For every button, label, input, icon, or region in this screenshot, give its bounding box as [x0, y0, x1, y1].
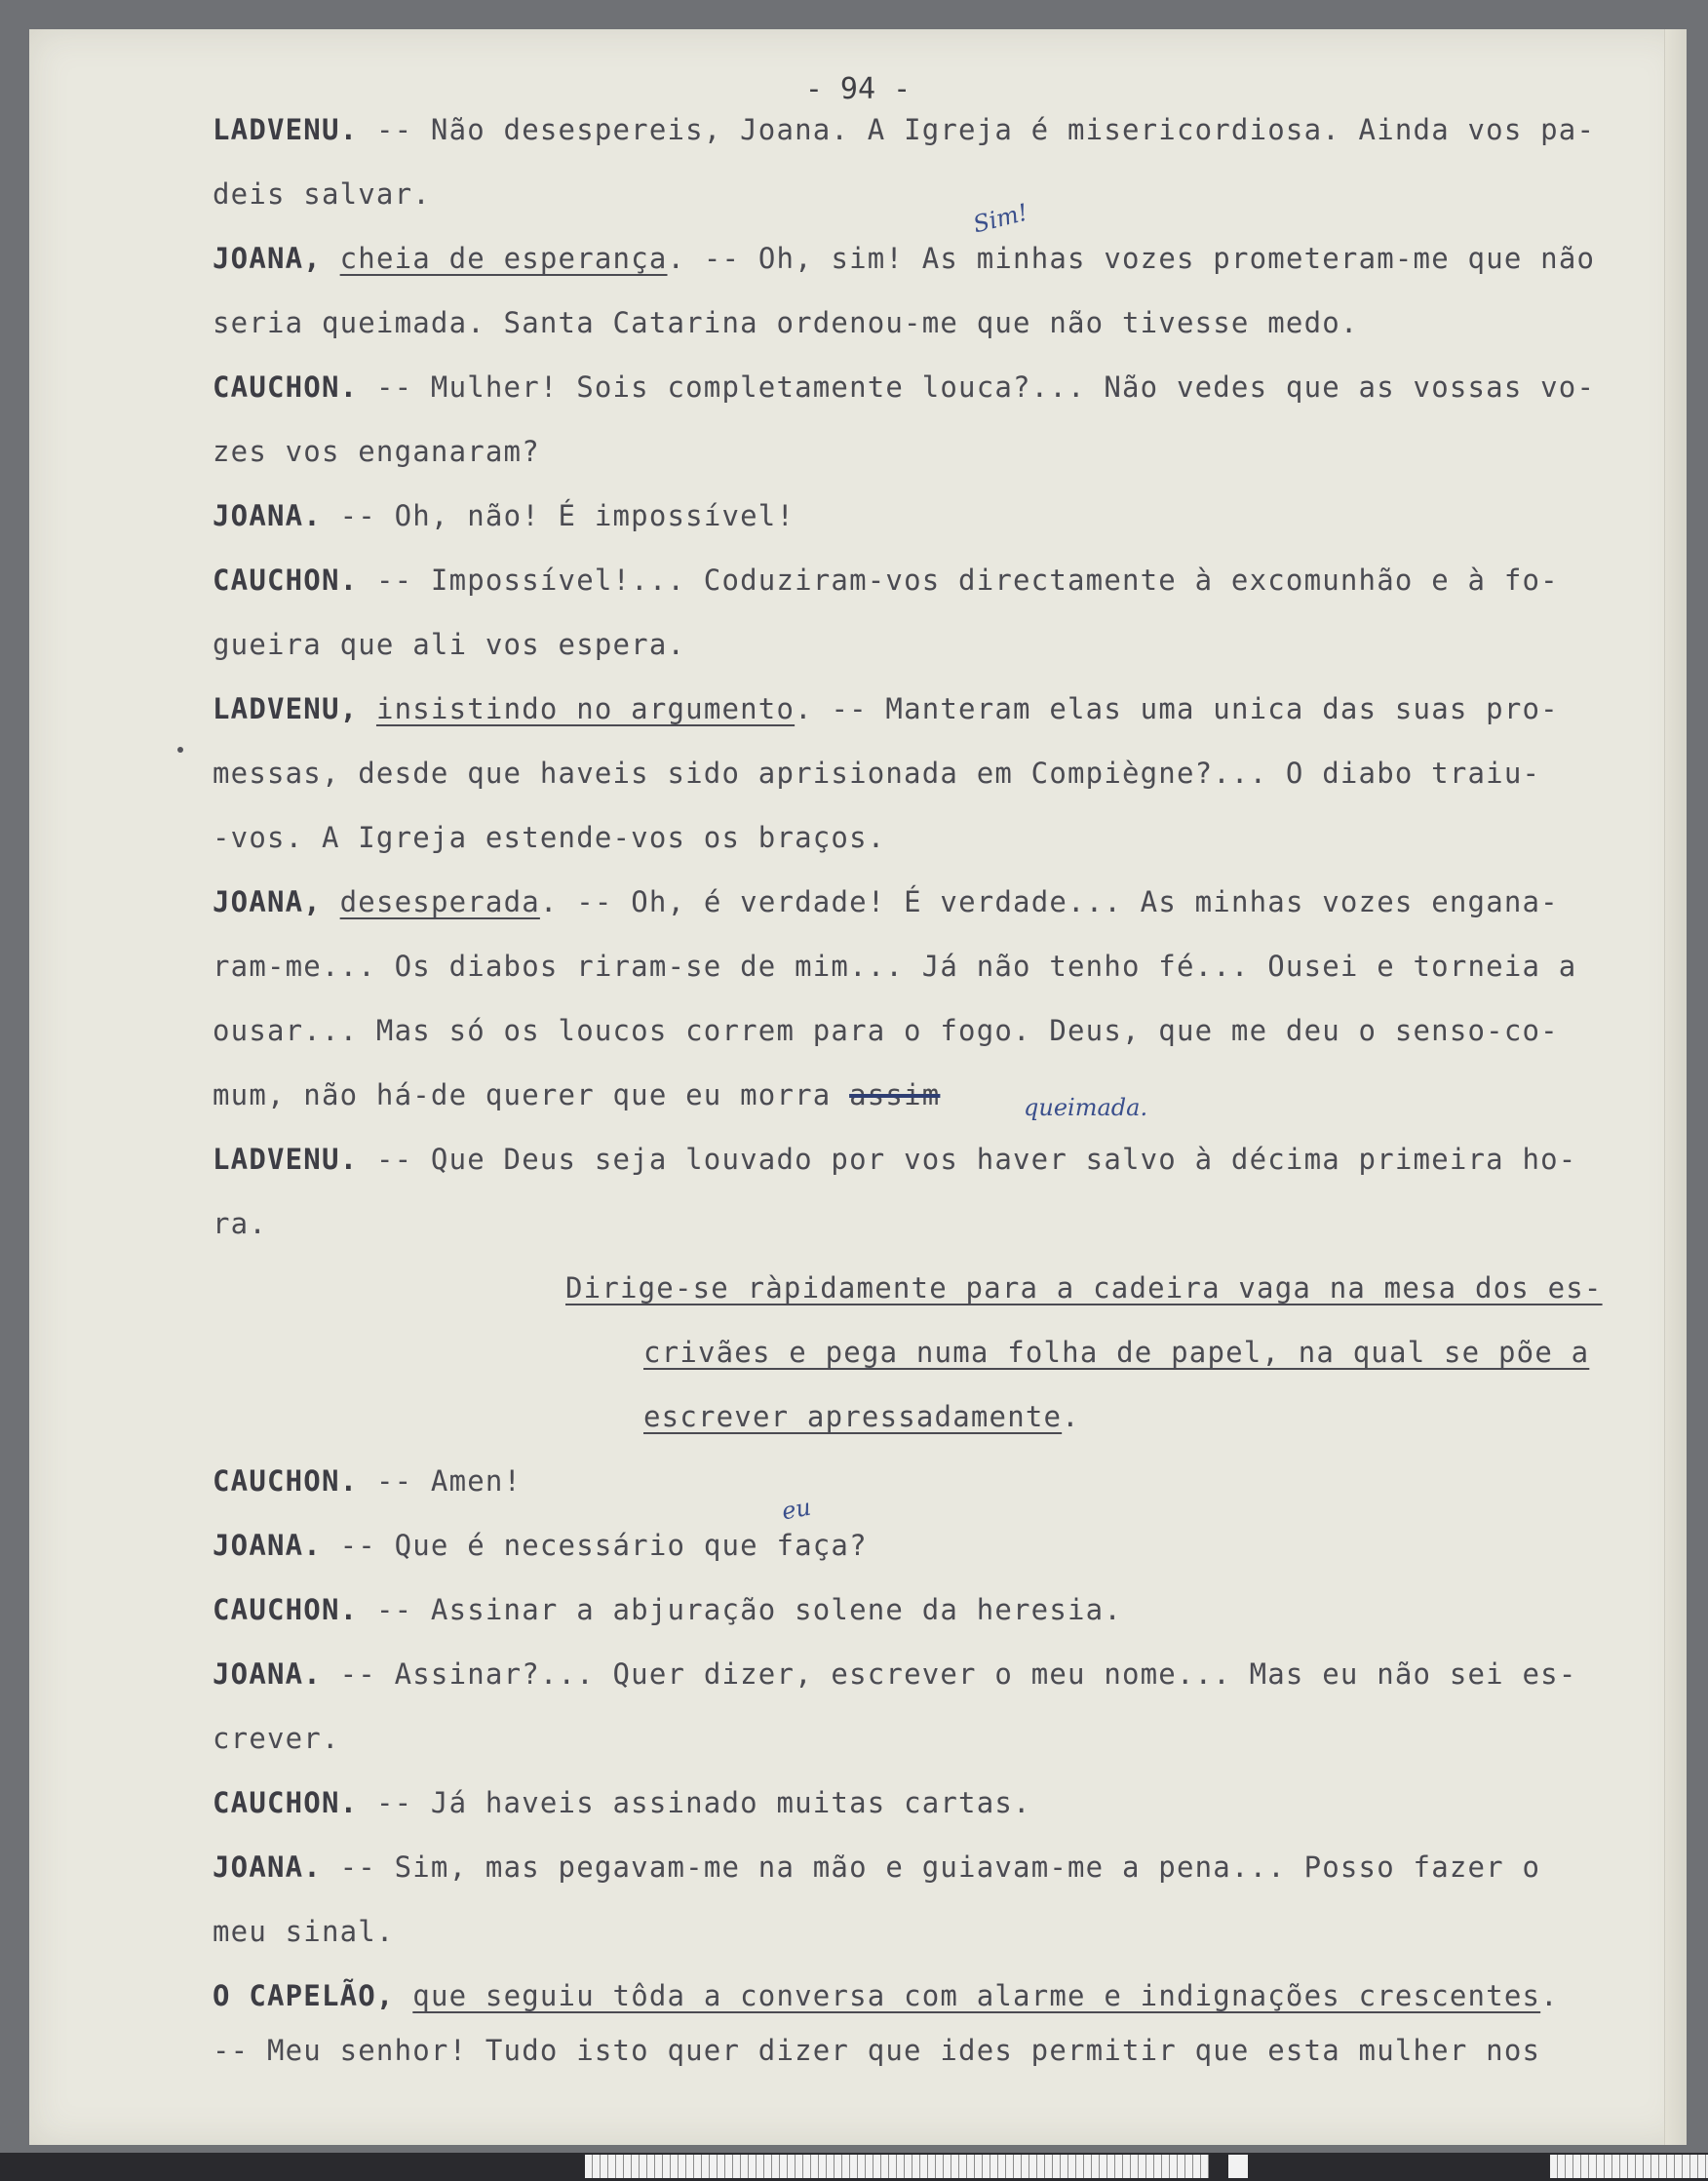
speaker-name: O CAPELÃO, — [213, 1979, 395, 2012]
dialogue-text: gueira que ali vos espera. — [213, 628, 686, 661]
handwritten-queimada-annotation: queimada. — [1024, 1094, 1148, 1121]
margin-dot — [177, 747, 183, 753]
handwritten-sim-annotation: Sim! — [970, 198, 1031, 239]
dialogue-text: -vos. A Igreja estende-vos os braços. — [213, 821, 886, 854]
speaker-name: LADVENU. — [213, 113, 359, 146]
stage-direction: crivães e pega numa folha de papel, na qual se põe a — [643, 1336, 1590, 1369]
dialogue-text: meu sinal. — [213, 1915, 395, 1948]
page-number: - 94 - — [804, 72, 912, 106]
document-page — [29, 29, 1687, 2145]
dialogue-line — [213, 242, 1595, 275]
dialogue-text: -- Não desespereis, Joana. A Igreja é misericordiosa. Ainda vos pa- — [358, 113, 1596, 146]
dialogue-line — [213, 692, 1559, 725]
speaker-name: CAUCHON. — [213, 1786, 359, 1819]
dialogue-text: -- Já haveis assinado muitas cartas. — [358, 1786, 1031, 1819]
dialogue-text: -- Que Deus seja louvado por vos haver salvo à décima primeira ho- — [358, 1143, 1577, 1176]
speaker-name: JOANA. — [213, 1529, 322, 1562]
dialogue-text: -- Mulher! Sois completamente louca?... Não vedes que as vossas vo- — [358, 370, 1596, 404]
dialogue-line — [213, 1979, 1559, 2012]
dialogue-line — [213, 1143, 1576, 1176]
speaker-name: JOANA. — [213, 1850, 322, 1884]
page-fold-edge — [1664, 29, 1687, 2145]
dialogue-text: seria queimada. Santa Catarina ordenou-me que não tivesse medo. — [213, 306, 1359, 339]
struck-word: assim — [849, 1078, 941, 1111]
dialogue-line — [213, 885, 1559, 918]
scan-ruler-scale — [1550, 2155, 1708, 2178]
dialogue-line — [213, 1722, 340, 1755]
dialogue-line — [213, 370, 1595, 404]
dialogue-text: -- Meu senhor! Tudo isto quer dizer que ides permitir que esta mulher nos — [213, 2034, 1541, 2067]
dialogue-line — [213, 564, 1559, 597]
dialogue-text: -- Que é necessário que faça? — [321, 1529, 868, 1562]
scan-ruler-scale — [585, 2155, 1209, 2178]
stage-direction-period: . — [1062, 1400, 1080, 1433]
speaker-name: JOANA, — [213, 885, 322, 918]
dialogue-text: . — [1540, 1979, 1559, 2012]
dialogue-line — [213, 628, 685, 661]
dialogue-text: -- Assinar?... Quer dizer, escrever o meu nome... Mas eu não sei es- — [321, 1657, 1577, 1691]
dialogue-line — [213, 1529, 868, 1562]
dialogue-line — [213, 1786, 1031, 1819]
dialogue-text: deis salvar. — [213, 177, 431, 211]
dialogue-line — [213, 1915, 395, 1948]
dialogue-text: . -- Oh, sim! As minhas vozes prometeram-me que não — [667, 242, 1596, 275]
dialogue-text: ra. — [213, 1207, 267, 1240]
dialogue-line — [213, 177, 431, 211]
stage-direction-inline: que seguiu tôda a conversa com alarme e indignações crescentes — [412, 1979, 1541, 2012]
dialogue-line — [213, 1593, 1122, 1626]
speaker-name: JOANA. — [213, 499, 322, 532]
dialogue-text: messas, desde que haveis sido aprisionada em Compiègne?... O diabo traiu- — [213, 757, 1541, 790]
dialogue-line — [213, 1207, 267, 1240]
dialogue-text: -- Amen! — [358, 1464, 523, 1498]
speaker-name: JOANA. — [213, 1657, 322, 1691]
dialogue-text: mum, não há-de querer que eu morra — [213, 1078, 850, 1111]
dialogue-text: zes vos enganaram? — [213, 435, 540, 468]
dialogue-line — [213, 435, 540, 468]
dialogue-line — [213, 113, 1595, 146]
dialogue-line — [213, 499, 795, 532]
scan-ruler-marker — [1228, 2155, 1248, 2178]
stage-direction-inline: desesperada — [339, 885, 540, 918]
stage-direction-last-line — [643, 1400, 1080, 1433]
stage-direction: Dirige-se ràpidamente para a cadeira vaga na mesa dos es- — [565, 1271, 1603, 1305]
speaker-name: JOANA, — [213, 242, 322, 275]
dialogue-line — [213, 1464, 522, 1498]
dialogue-line — [213, 1657, 1576, 1691]
handwritten-eu-annotation: eu — [779, 1493, 813, 1526]
dialogue-text: crever. — [213, 1722, 340, 1755]
speaker-name: CAUCHON. — [213, 370, 359, 404]
speaker-name: LADVENU, — [213, 692, 359, 725]
dialogue-line — [213, 1078, 940, 1111]
dialogue-text: . -- Manteram elas uma unica das suas pro- — [795, 692, 1559, 725]
speaker-name: LADVENU. — [213, 1143, 359, 1176]
dialogue-text: -- Assinar a abjuração solene da heresia. — [358, 1593, 1122, 1626]
dialogue-line — [213, 821, 885, 854]
speaker-name: CAUCHON. — [213, 1464, 359, 1498]
dialogue-line — [213, 2034, 1540, 2067]
dialogue-text: . -- Oh, é verdade! É verdade... As minhas vozes engana- — [539, 885, 1559, 918]
dialogue-line — [213, 306, 1359, 339]
stage-direction-inline: insistindo no argumento — [375, 692, 796, 725]
dialogue-text: -- Oh, não! É impossível! — [321, 499, 796, 532]
dialogue-text: -- Impossível!... Coduziram-vos directamente à excomunhão e à fo- — [358, 564, 1559, 597]
stage-direction-inline: cheia de esperança — [339, 242, 668, 275]
dialogue-line — [213, 1850, 1540, 1884]
dialogue-text: -- Sim, mas pegavam-me na mão e guiavam-me a pena... Posso fazer o — [321, 1850, 1541, 1884]
dialogue-line — [213, 950, 1576, 983]
speaker-name: CAUCHON. — [213, 1593, 359, 1626]
speaker-name: CAUCHON. — [213, 564, 359, 597]
dialogue-line — [213, 1014, 1559, 1047]
dialogue-text: ousar... Mas só os loucos correm para o fogo. Deus, que me deu o senso-co- — [213, 1014, 1559, 1047]
dialogue-line — [213, 757, 1540, 790]
stage-direction: escrever apressadamente — [643, 1400, 1063, 1433]
dialogue-text: ram-me... Os diabos riram-se de mim... Já não tenho fé... Ousei e torneia a — [213, 950, 1577, 983]
